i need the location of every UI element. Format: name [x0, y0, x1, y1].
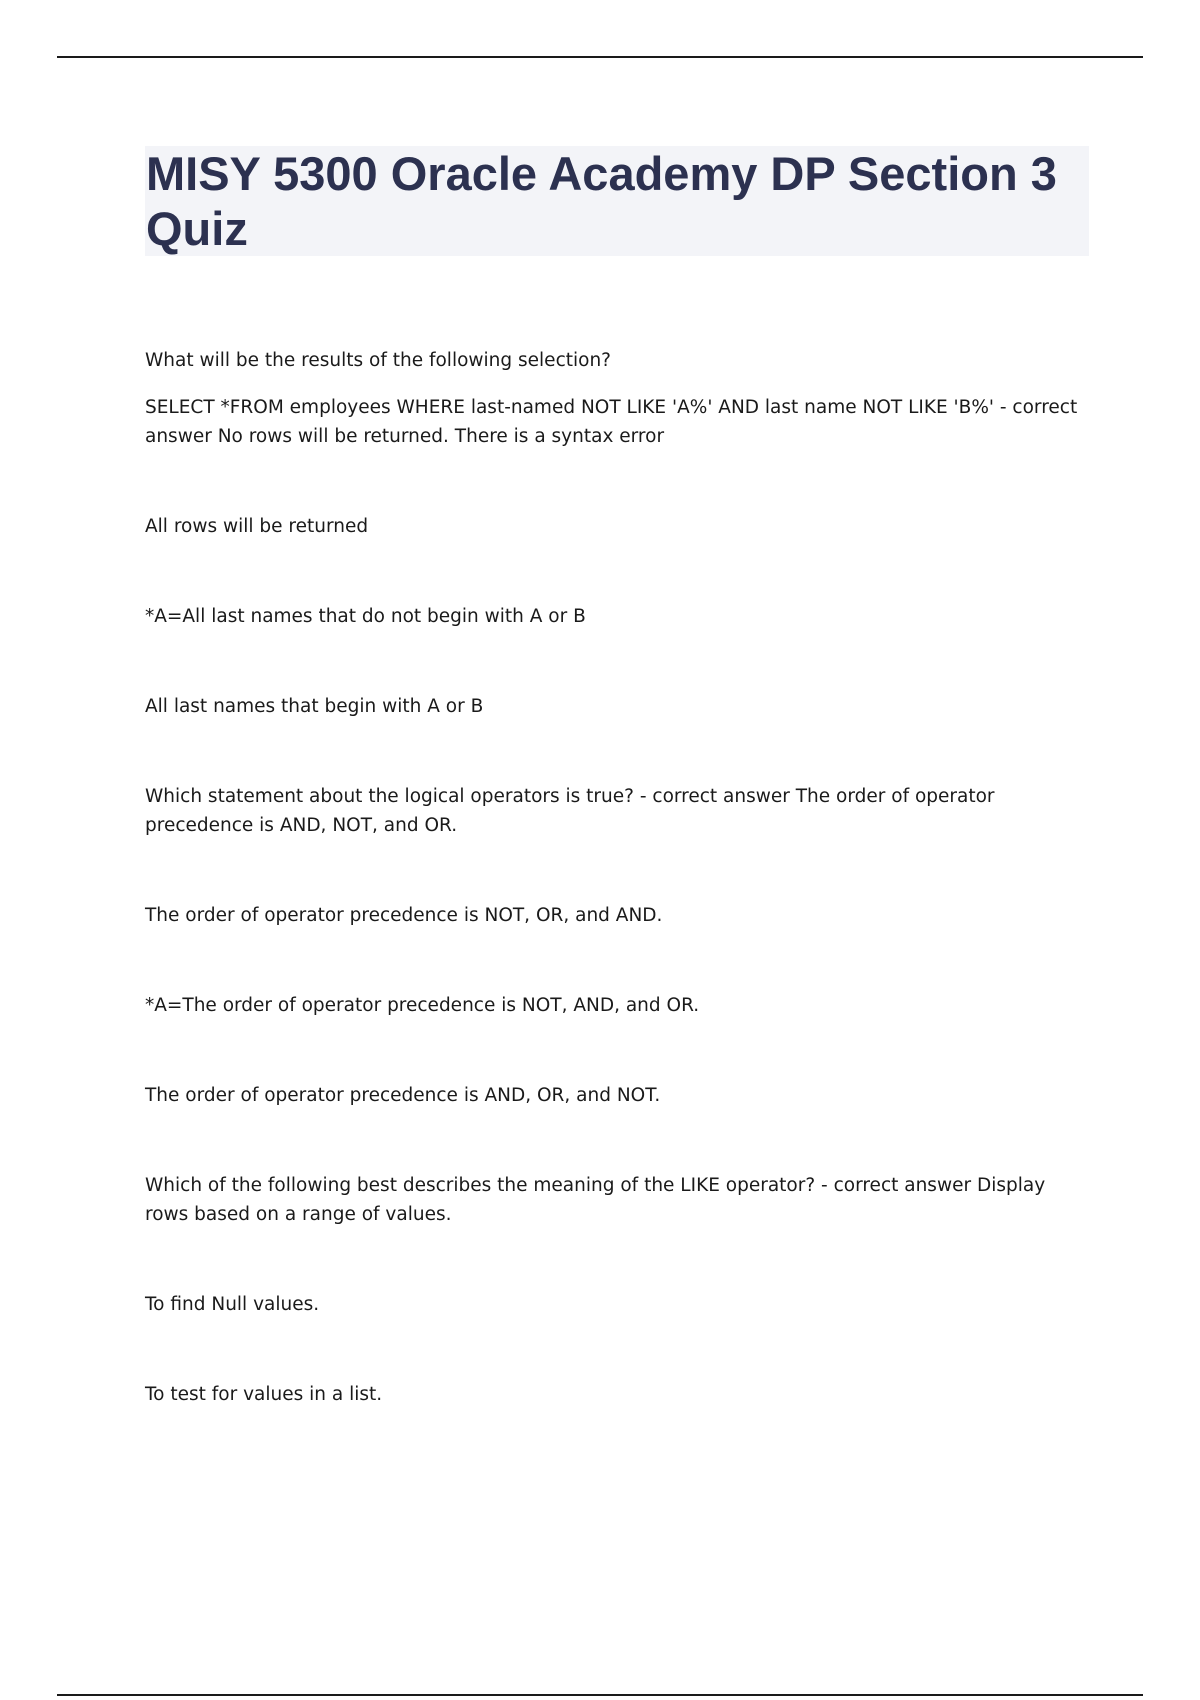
page-title: MISY 5300 Oracle Academy DP Section 3 Quiz	[146, 147, 1057, 255]
spacer	[145, 541, 1090, 602]
spacer	[145, 930, 1090, 991]
spacer	[145, 1319, 1090, 1380]
question-2-answer: Which statement about the logical operators is true? - correct answer The order of operator precedence is AND, NOT, and OR.	[145, 786, 995, 836]
spacer	[145, 1229, 1090, 1290]
spacer	[145, 451, 1090, 512]
question-2-option: The order of operator precedence is NOT, OR, and AND.	[145, 905, 663, 926]
document-body	[145, 346, 1090, 1409]
question-1-prompt: What will be the results of the following selection?	[145, 350, 611, 371]
question-2-option: *A=The order of operator precedence is NOT, AND, and OR.	[145, 995, 700, 1016]
spacer	[145, 1110, 1090, 1171]
spacer	[145, 631, 1090, 692]
question-3-answer: Which of the following best describes the meaning of the LIKE operator? - correct answer Display rows based on a range of values.	[145, 1175, 1046, 1225]
spacer	[145, 721, 1090, 782]
question-1-option: All rows will be returned	[145, 516, 369, 537]
question-2-option: The order of operator precedence is AND, OR, and NOT.	[145, 1085, 661, 1106]
question-3-option: To test for values in a list.	[145, 1384, 383, 1405]
spacer	[145, 1020, 1090, 1081]
question-1-option: *A=All last names that do not begin with A or B	[145, 606, 586, 627]
question-3-option: To find Null values.	[145, 1294, 320, 1315]
spacer	[145, 375, 1090, 393]
top-divider	[57, 56, 1143, 58]
spacer	[145, 840, 1090, 901]
question-1-option: All last names that begin with A or B	[145, 696, 484, 717]
bottom-divider	[57, 1694, 1143, 1696]
question-1-answer: SELECT *FROM employees WHERE last-named NOT LIKE 'A%' AND last name NOT LIKE 'B%' - correct answer No rows will be returned. There is a syntax error	[145, 397, 1078, 447]
